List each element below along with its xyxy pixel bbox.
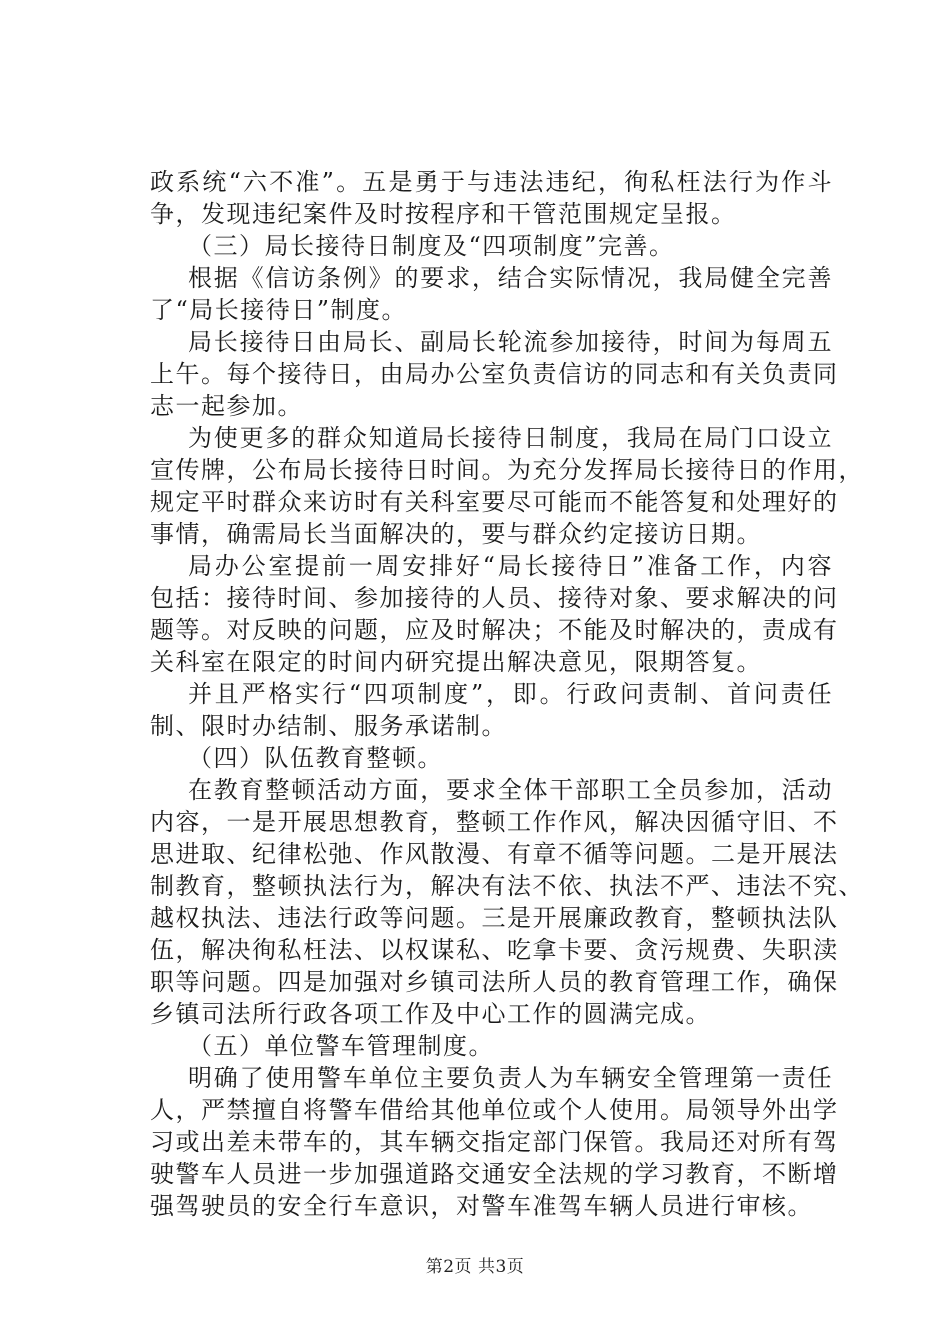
text-line: 关科室在限定的时间内研究提出解决意见，限期答复。 [150,648,762,676]
text-line: 越权执法、违法行政等问题。三是开展廉政教育，整顿执法队 [150,904,839,932]
text-line: 强驾驶员的安全行车意识，对警车准驾车辆人员进行审核。 [150,1192,813,1220]
text-line: 思进取、纪律松弛、作风散漫、有章不循等问题。二是开展法 [150,840,839,868]
text-line: 内容，一是开展思想教育，整顿工作作风，解决因循守旧、不 [150,808,839,836]
text-line: 题等。对反映的问题，应及时解决；不能及时解决的，责成有 [150,616,839,644]
text-line: 乡镇司法所行政各项工作及中心工作的圆满完成。 [150,1000,711,1028]
text-line: 事情，确需局长当面解决的，要与群众约定接访日期。 [150,520,762,548]
text-line: 局长接待日由局长、副局长轮流参加接待，时间为每周五 [188,328,833,356]
document-body [150,166,864,1222]
text-line: 宣传牌，公布局长接待日时间。为充分发挥局长接待日的作用， [150,456,864,484]
text-line: 人，严禁擅自将警车借给其他单位或个人使用。局领导外出学 [150,1096,839,1124]
text-line: 并且严格实行“四项制度”，即。行政问责制、首问责任 [188,680,833,708]
text-line: 根据《信访条例》的要求，结合实际情况，我局健全完善 [188,264,833,292]
text-line: 规定平时群众来访时有关科室要尽可能而不能答复和处理好的 [150,488,839,516]
text-line: （五）单位警车管理制度。 [188,1032,494,1060]
text-line: 习或出差未带车的，其车辆交指定部门保管。我局还对所有驾 [150,1128,839,1156]
text-line: 上午。每个接待日，由局办公室负责信访的同志和有关负责同 [150,360,839,388]
text-line: 驶警车人员进一步加强道路交通安全法规的学习教育，不断增 [150,1160,839,1188]
text-line: 明确了使用警车单位主要负责人为车辆安全管理第一责任 [188,1064,833,1092]
text-line: 为使更多的群众知道局长接待日制度，我局在局门口设立 [188,424,833,452]
text-line: 了“局长接待日”制度。 [150,296,408,324]
text-line: 在教育整顿活动方面，要求全体干部职工全员参加，活动 [188,776,833,804]
text-line: 职等问题。四是加强对乡镇司法所人员的教育管理工作，确保 [150,968,839,996]
text-line: 政系统“六不准”。五是勇于与违法违纪，徇私枉法行为作斗 [150,168,833,196]
text-line: 制、限时办结制、服务承诺制。 [150,712,507,740]
page-footer: 第2页 共3页 [425,1257,525,1277]
text-line: 争，发现违纪案件及时按程序和干管范围规定呈报。 [150,200,737,228]
text-line: （三）局长接待日制度及“四项制度”完善。 [188,232,675,260]
text-line: （四）队伍教育整顿。 [188,744,443,772]
text-line: 志一起参加。 [150,392,303,420]
text-line: 局办公室提前一周安排好“局长接待日”准备工作，内容 [188,552,833,580]
text-line: 包括：接待时间、参加接待的人员、接待对象、要求解决的问 [150,584,839,612]
text-line: 伍，解决徇私枉法、以权谋私、吃拿卡要、贪污规费、失职渎 [150,936,839,964]
text-line: 制教育，整顿执法行为，解决有法不依、执法不严、违法不究、 [150,872,864,900]
